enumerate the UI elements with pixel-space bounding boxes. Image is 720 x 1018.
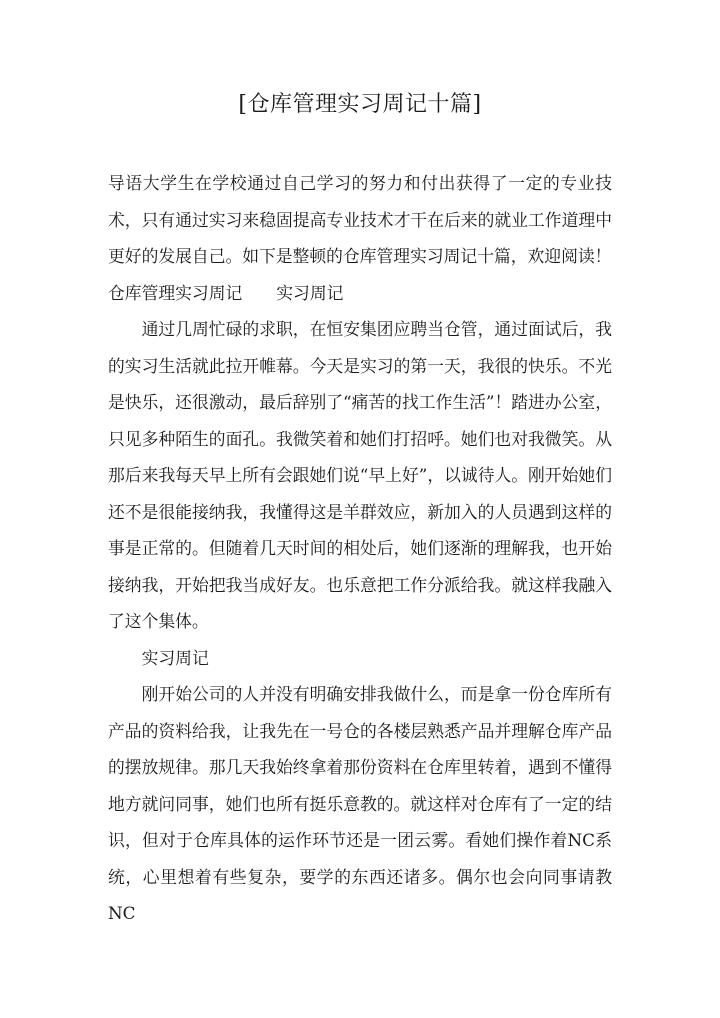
document-body (108, 165, 612, 932)
subsection-heading: 实习周记 (141, 647, 209, 668)
document-title: [仓库管理实习周记十篇] (238, 92, 482, 117)
section-heading-sub: 实习周记 (276, 282, 344, 303)
intro-paragraph: 导语大学生在学校通过自己学习的努力和付出获得了一定的专业技术，只有通过实习来稳固提高专业技术才干在后来的就业工作道理中更好的发展自己。如下是整顿的仓库管理实习周记十篇，欢迎阅读！ (108, 173, 612, 266)
body-paragraph-2: 刚开始公司的人并没有明确安排我做什么，而是拿一份仓库所有产品的资料给我，让我先在一号仓的各楼层熟悉产品并理解仓库产品的摆放规律。那几天我始终拿着那份资料在仓库里转着，遇到不懂得地方就问同事，她们也所有挺乐意教的。就这样对仓库有了一定的结识，但对于仓库具体的运作环节还是一团云雾。看她们操作着NC系统，心里想着有些复杂，要学的东西还诸多。偶尔也会向同事请教NC (108, 684, 612, 923)
section-heading (108, 275, 612, 312)
body-paragraph-1: 通过几周忙碌的求职，在恒安集团应聘当仓管，通过面试后，我的实习生活就此拉开帷幕。今天是实习的第一天，我很的快乐。不光是快乐，还很激动，最后辞别了“痛苦的找工作生活”！踏进办公室，只见多种陌生的面孔。我微笑着和她们打招呼。她们也对我微笑。从那后来我每天早上所有会跟她们说“早上好”，以诚待人。刚开始她们还不是很能接纳我，我懂得这是羊群效应，新加入的人员遇到这样的事是正常的。但随着几天时间的相处后，她们逐渐的理解我，也开始接纳我，开始把我当成好友。也乐意把工作分派给我。就这样我融入了这个集体。 (108, 319, 612, 631)
section-heading-main: 仓库管理实习周记 (108, 282, 243, 303)
